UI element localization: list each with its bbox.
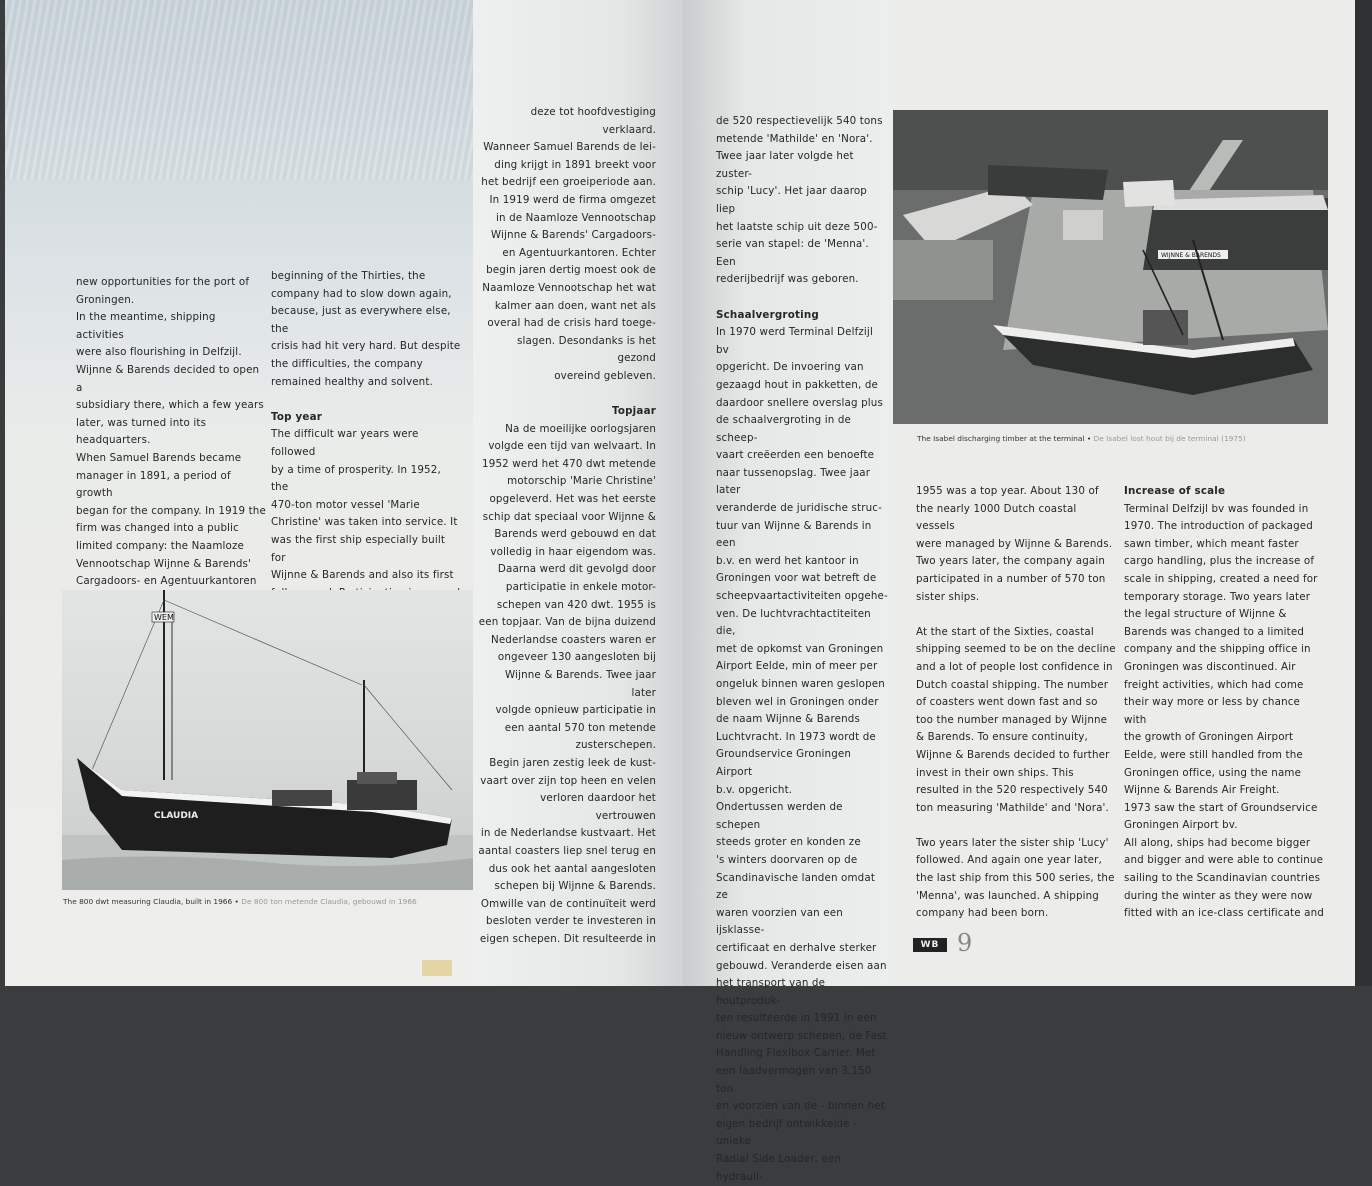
text-line: zusterschepen. xyxy=(575,739,656,752)
mast-nameboard: WEM xyxy=(154,613,174,622)
text-line: ding krijgt in 1891 breekt voor xyxy=(494,158,656,171)
text-line: Barends werd gebouwd en dat xyxy=(494,528,656,541)
text-line: naar tussenopslag. Twee jaar later xyxy=(716,466,871,497)
text-line: vaart over zijn top heen en velen xyxy=(480,774,656,787)
text-line: b.v. opgericht. xyxy=(716,783,793,796)
text-line: Groningen. xyxy=(76,293,135,306)
text-line: by a time of prosperity. In 1952, the xyxy=(271,463,441,494)
text-line: freight activities, which had come xyxy=(1124,678,1304,691)
text-line: overal had de crisis hard toege- xyxy=(487,317,656,330)
text-line: Omwille van de continuïteit werd xyxy=(480,897,656,910)
text-line: The difficult war years were followed xyxy=(271,428,419,458)
p1-col2-text xyxy=(271,268,461,391)
company-logo: WB xyxy=(913,938,947,952)
text-line: waren voorzien van een ijsklasse- xyxy=(716,906,843,937)
text-line: sawn timber, which meant faster xyxy=(1124,537,1299,550)
p4-col-a-text xyxy=(916,483,1116,606)
text-line: the last ship from this 500 series, the xyxy=(916,872,1115,885)
text-line: in de Naamloze Vennootschap xyxy=(495,211,656,224)
text-line: 's winters doorvaren op de xyxy=(716,853,858,866)
terminal-photo-caption: The Isabel discharging timber at the terminal • De Isabel lost hout bij de terminal (1975) xyxy=(917,434,1246,443)
text-line: Wijnne & Barends decided to further xyxy=(916,748,1110,761)
text-line: Groningen was discontinued. Air xyxy=(1124,660,1296,673)
text-line: resulted in the 520 respectively 540 xyxy=(916,784,1108,797)
heading-topjaar: Topjaar xyxy=(611,405,656,418)
text-line: 1973 saw the start of Groundservice xyxy=(1124,801,1318,814)
text-line: en voorzien van de - binnen het xyxy=(716,1100,885,1113)
p4-col-a3-text xyxy=(916,835,1116,923)
text-line: volledig in haar eigendom was. xyxy=(490,545,656,558)
text-line: b.v. en werd het kantoor in xyxy=(716,554,859,567)
text-line: nieuw ontwerp schepen, de Fast xyxy=(716,1029,887,1042)
text-line: the nearly 1000 Dutch coastal vessels xyxy=(916,502,1077,533)
text-line: firm was changed into a public xyxy=(76,522,239,535)
text-line: manager in 1891, a period of growth xyxy=(76,469,231,500)
text-line: scheepvaartactiviteiten opgehe- xyxy=(716,590,888,603)
text-line: metende 'Mathilde' en 'Nora'. xyxy=(716,132,873,145)
text-line: and bigger and were able to continue xyxy=(1124,854,1324,867)
text-line: Nederlandse coasters waren er xyxy=(490,633,656,646)
text-line: temporary storage. Two years later xyxy=(1124,590,1311,603)
text-line: ongeveer 130 aangesloten bij xyxy=(497,651,656,664)
text-line: dus ook het aantal aangesloten xyxy=(488,862,656,875)
text-line: motorschip 'Marie Christine' xyxy=(507,475,656,488)
text-line: their way more or less by chance with xyxy=(1124,696,1301,726)
text-line: sailing to the Scandinavian countries xyxy=(1124,872,1321,885)
text-line: Luchtvracht. In 1973 wordt de xyxy=(716,730,876,743)
text-line: company had to slow down again, xyxy=(271,287,452,300)
bow-name: CLAUDIA xyxy=(154,811,199,821)
text-line: bleven wel in Groningen onder xyxy=(716,695,879,708)
text-line: 1970. The introduction of packaged xyxy=(1124,520,1313,533)
text-line: gezaagd hout in pakketten, de xyxy=(716,378,879,391)
text-line: opgericht. De invoering van xyxy=(716,361,864,374)
text-line: gebouwd. Veranderde eisen aan xyxy=(716,959,887,972)
text-line: Groningen office, using the name xyxy=(1124,766,1302,779)
text-line: Wijnne & Barends and also its first xyxy=(271,569,454,582)
text-line: Two years later the sister ship 'Lucy' xyxy=(916,836,1109,849)
p4-col-a2-text xyxy=(916,624,1116,818)
text-line: company and the shipping office in xyxy=(1124,643,1311,656)
text-line: eigen bedrijf ontwikkelde - unieke xyxy=(716,1117,857,1148)
text-line: serie van stapel: de 'Menna'. Een xyxy=(716,238,869,268)
text-line: Dutch coastal shipping. The number xyxy=(916,678,1109,691)
text-line: Barends was changed to a limited xyxy=(1124,625,1305,638)
text-line: Wijnne & Barends Air Freight. xyxy=(1124,784,1280,797)
text-line: were managed by Wijnne & Barends. xyxy=(916,537,1113,550)
text-line: besloten verder te investeren in xyxy=(486,915,656,928)
text-line: subsidiary there, which a few years xyxy=(76,399,264,412)
text-line: began for the company. In 1919 the xyxy=(76,504,266,517)
text-line: remained healthy and solvent. xyxy=(271,375,433,388)
text-line: Groningen Airport bv. xyxy=(1124,819,1238,832)
text-line: followed. And again one year later, xyxy=(916,854,1102,867)
text-line: participatie in enkele motor- xyxy=(505,581,656,594)
text-line: beginning of the Thirties, the xyxy=(271,270,426,282)
text-line: 470-ton motor vessel 'Marie xyxy=(271,498,420,511)
page-edge xyxy=(1355,0,1372,986)
text-line: Wijnne & Barends. Twee jaar later xyxy=(504,669,656,699)
text-line: ten resulteerde in 1991 in een xyxy=(716,1012,877,1025)
text-line: certificaat en derhalve sterker xyxy=(716,941,877,954)
text-line: overeind gebleven. xyxy=(554,369,656,382)
text-line: Wijnne & Barends' Cargadoors- xyxy=(490,229,656,242)
text-line: de 520 respectievelijk 540 tons xyxy=(716,115,883,127)
text-line: Two years later, the company again xyxy=(916,555,1106,568)
text-line: Naamloze Vennootschap het wat xyxy=(482,281,656,294)
text-line: een topjaar. Van de bijna duizend xyxy=(478,616,656,629)
text-line: ongeluk binnen waren geslopen xyxy=(716,678,885,690)
text-line: the growth of Groningen Airport xyxy=(1124,731,1294,744)
heading-increase-of-scale: Increase of scale xyxy=(1124,485,1226,497)
heading-top-year: Top year xyxy=(271,410,323,423)
text-line: Wanneer Samuel Barends de lei- xyxy=(483,141,656,154)
p2-col-b-text xyxy=(478,421,656,949)
text-line: during the winter as they were now xyxy=(1124,889,1313,902)
terminal-sign: WIJNNE & BARENDS xyxy=(1161,252,1221,259)
text-line: in de Nederlandse kustvaart. Het xyxy=(480,827,656,840)
text-line: begin jaren dertig moest ook de xyxy=(486,264,656,277)
text-line: Christine' was taken into service. It xyxy=(271,516,458,529)
p3-col-a-text xyxy=(716,113,888,289)
text-line: de naam Wijnne & Barends xyxy=(716,713,860,726)
text-line: opgeleverd. Het was het eerste xyxy=(489,493,656,506)
text-line: eigen schepen. Dit resulteerde in xyxy=(479,932,656,945)
p3-col-b-text xyxy=(716,324,888,1186)
text-line: were also flourishing in Delfzijl. xyxy=(76,346,242,359)
text-line: Vennootschap Wijnne & Barends' xyxy=(76,557,252,570)
text-line: schepen van 420 dwt. 1955 is xyxy=(496,598,656,611)
page-number: 9 xyxy=(957,929,973,957)
text-line: Groundservice Groningen Airport xyxy=(716,748,852,778)
text-line: invest in their own ships. This xyxy=(916,766,1074,779)
text-line: 1955 was a top year. About 130 of xyxy=(916,485,1099,497)
text-line: At the start of the Sixties, coastal xyxy=(916,625,1094,638)
text-line: veranderde de juridische struc- xyxy=(716,502,882,515)
text-line: vaart creëerden een benoefte xyxy=(716,449,875,462)
text-line: Ondertussen werden de schepen xyxy=(716,801,843,831)
text-line: 1952 werd het 470 dwt metende xyxy=(482,457,656,470)
text-line: schip 'Lucy'. Het jaar daarop liep xyxy=(716,185,867,215)
p4-col-b xyxy=(1124,483,1324,923)
text-line: het transport van de houtproduk- xyxy=(716,977,826,1007)
p4-col-a xyxy=(916,483,1116,923)
text-line: company had been born. xyxy=(916,907,1049,920)
text-line: limited company: the Naamloze xyxy=(76,539,245,552)
text-line: en Agentuurkantoren. Echter xyxy=(502,246,656,259)
text-line: because, just as everywhere else, the xyxy=(271,305,451,335)
text-line: In 1919 werd de firma omgezet xyxy=(489,193,656,206)
text-line: Daarna werd dit gevolgd door xyxy=(497,563,656,576)
text-line: Begin jaren zestig leek de kust- xyxy=(489,756,656,769)
text-line: 'Menna', was launched. A shipping xyxy=(916,889,1099,902)
p3-col xyxy=(716,113,888,1186)
text-line: later, was turned into its headquarters. xyxy=(76,416,207,447)
text-line: Handling Flexibox Carrier. Met xyxy=(716,1047,876,1060)
water-spray-background xyxy=(5,0,473,180)
p4-col-b-text xyxy=(1124,501,1324,923)
text-line: When Samuel Barends became xyxy=(76,451,242,464)
text-line: rederijbedrijf was geboren. xyxy=(716,273,859,286)
text-line: cargo handling, plus the increase of xyxy=(1124,555,1315,568)
text-line: All along, ships had become bigger xyxy=(1124,836,1311,849)
text-line: Wijnne & Barends decided to open a xyxy=(76,363,260,394)
text-line: fitted with an ice-class certificate and xyxy=(1124,907,1324,920)
text-line: scale in shipping, created a need for xyxy=(1124,572,1318,585)
text-line: participated in a number of 570 ton xyxy=(916,572,1106,585)
text-line: too the number managed by Wijnne xyxy=(916,713,1108,726)
text-line: the legal structure of Wijnne & xyxy=(1124,608,1287,621)
text-line: daardoor snellere overslag plus xyxy=(716,396,883,409)
text-line: In the meantime, shipping activities xyxy=(76,311,216,341)
text-line: and a lot of people lost confidence in xyxy=(916,660,1113,673)
ship-caption: The 800 dwt measuring Claudia, built in 1966 • De 800 ton metende Claudia, gebouwd in 1966 xyxy=(63,897,417,906)
text-line: volgde opnieuw participatie in xyxy=(495,704,656,717)
text-line: met de opkomst van Groningen xyxy=(716,642,884,655)
text-line: crisis had hit very hard. But despite xyxy=(271,340,461,353)
text-line: ven. De luchtvrachtactiteiten die, xyxy=(716,607,871,638)
text-line: of coasters went down fast and so xyxy=(916,696,1098,709)
text-line: het bedrijf een groeiperiode aan. xyxy=(481,176,656,189)
text-line: schepen bij Wijnne & Barends. xyxy=(494,880,656,893)
text-line: aantal coasters liep snel terug en xyxy=(478,844,656,857)
text-line: Eelde, were still handled from the xyxy=(1124,748,1303,761)
text-line: Cargadoors- en Agentuurkantoren xyxy=(76,575,257,588)
p1-col2 xyxy=(271,268,461,620)
text-line: the difficulties, the company xyxy=(271,357,423,370)
p2-col-a-text xyxy=(478,104,656,386)
p2-col xyxy=(478,104,656,949)
text-line: steeds groter en konden ze xyxy=(716,836,861,849)
text-line: verklaard. xyxy=(602,123,656,136)
text-line: volgde een tijd van welvaart. In xyxy=(488,440,656,453)
text-line: shipping seemed to be on the decline xyxy=(916,643,1116,656)
text-line: Na de moeilijke oorlogsjaren xyxy=(505,422,656,435)
heading-schaalvergroting: Schaalvergroting xyxy=(716,308,819,321)
text-line: ton measuring 'Mathilde' and 'Nora'. xyxy=(916,801,1109,814)
text-line: sister ships. xyxy=(916,590,980,603)
text-line: Scandinavische landen omdat ze xyxy=(716,871,876,902)
text-line: schip dat speciaal voor Wijnne & xyxy=(482,510,656,523)
text-line: Radial Side Loader, een hydrauli- xyxy=(716,1153,842,1183)
terminal-aerial-photo xyxy=(893,110,1328,424)
text-line: Terminal Delfzijl bv was founded in xyxy=(1124,502,1309,515)
text-line: slagen. Desondanks is het gezond xyxy=(516,334,656,365)
text-line: tuur van Wijnne & Barends in een xyxy=(716,519,872,550)
text-line: de schaalvergroting in de scheep- xyxy=(716,414,852,444)
text-line: was the first ship especially built for xyxy=(271,533,446,564)
text-line: een aantal 570 ton metende xyxy=(504,721,656,734)
text-line: Groningen voor wat betreft de xyxy=(716,572,877,585)
text-line: & Barends. To ensure continuity, xyxy=(916,731,1088,744)
text-line: Twee jaar later volgde het zuster- xyxy=(716,150,854,180)
p1-col1 xyxy=(76,274,266,643)
text-line: verloren daardoor het vertrouwen xyxy=(540,792,656,822)
text-line: deze tot hoofdvestiging xyxy=(530,106,656,118)
text-line: Airport Eelde, min of meer per xyxy=(716,660,878,673)
text-line: een laadvermogen van 3.150 ton xyxy=(716,1065,872,1095)
ship-photo-claudia xyxy=(62,590,474,890)
text-line: new opportunities for the port of xyxy=(76,276,250,288)
text-line: het laatste schip uit deze 500- xyxy=(716,220,878,233)
corner-mark xyxy=(422,960,452,976)
text-line: kalmer aan doen, want net als xyxy=(494,299,656,312)
text-line: In 1970 werd Terminal Delfzijl bv xyxy=(716,326,873,356)
